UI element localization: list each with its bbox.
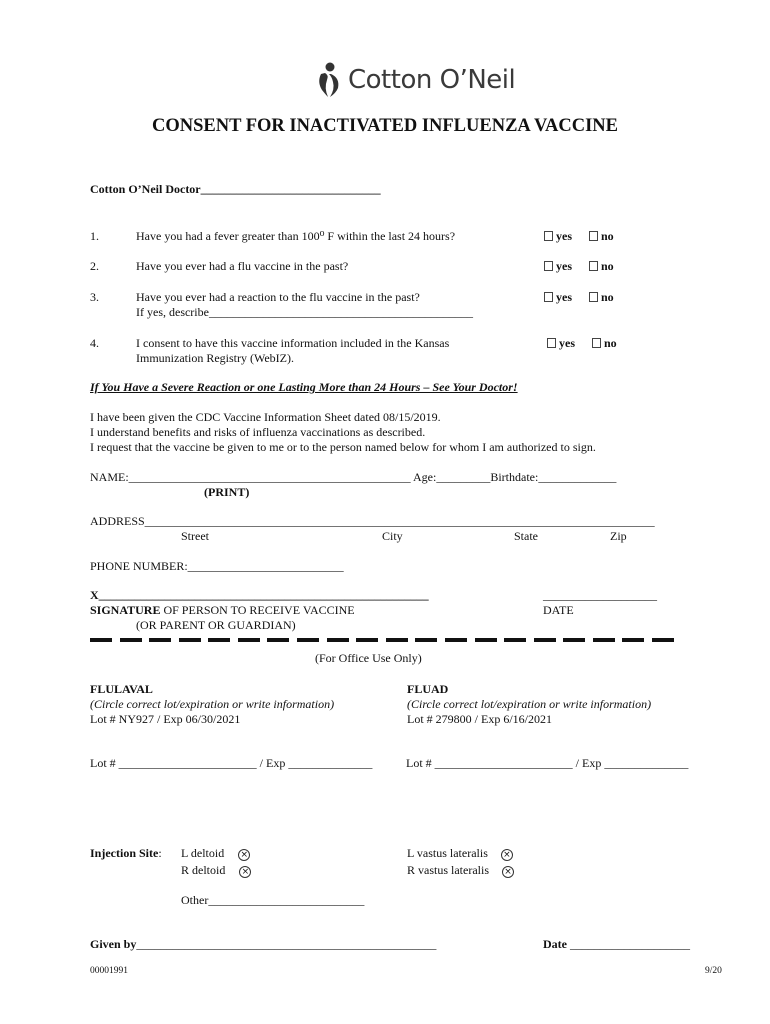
question-1-text: Have you had a fever greater than 100⁰ F within the last 24 hours? [136, 229, 456, 243]
address-zip-label: Zip [610, 529, 627, 543]
checkbox-icon [544, 231, 553, 241]
fluad-instruction: (Circle correct lot/expiration or write information) [407, 697, 652, 711]
injection-site-label-text: Injection Site [90, 846, 159, 860]
question-4-number: 4. [90, 336, 99, 350]
other-site-field[interactable]: Other__________________________ [181, 893, 365, 907]
site-r-vastus-lateralis[interactable] [407, 863, 514, 878]
site-label: L deltoid [181, 846, 225, 860]
signature-date-line[interactable]: ___________________ [543, 588, 657, 602]
yes-label: yes [556, 229, 572, 243]
date-field-line: ____________________ [567, 937, 690, 951]
fluad-name: FLUAD [407, 682, 449, 696]
address-city-label: City [382, 529, 403, 543]
yes-label: yes [559, 336, 575, 350]
parent-guardian-label: (OR PARENT OR GUARDIAN) [136, 618, 296, 632]
checkbox-icon [544, 261, 553, 271]
no-label: no [604, 336, 617, 350]
checkbox-icon [544, 292, 553, 302]
circled-x-icon[interactable]: × [239, 866, 251, 878]
question-2-number: 2. [90, 259, 99, 273]
question-3-number: 3. [90, 290, 99, 304]
checkbox-icon [589, 292, 598, 302]
address-street-label: Street [181, 529, 209, 543]
address-state-label: State [514, 529, 538, 543]
lot-blank-right[interactable]: Lot # _______________________ / Exp ______________ [406, 756, 689, 770]
signature-label-bold: SIGNATURE [90, 603, 161, 617]
statement-vis: I have been given the CDC Vaccine Information Sheet dated 08/15/2019. [90, 410, 441, 424]
flulaval-name: FLULAVAL [90, 682, 153, 696]
statement-benefits: I understand benefits and risks of influenza vaccinations as described. [90, 425, 426, 439]
statement-request: I request that the vaccine be given to me or to the person named below for whom I am authorized to sign. [90, 440, 596, 454]
question-2-yes[interactable] [544, 259, 572, 274]
injection-site-label [90, 846, 162, 861]
question-2-no[interactable] [589, 259, 614, 274]
question-2-text: Have you ever had a flu vaccine in the past? [136, 259, 349, 273]
date-field[interactable] [543, 937, 690, 952]
checkbox-icon [589, 231, 598, 241]
question-3-describe[interactable]: If yes, describe____________________________________________ [136, 305, 473, 319]
site-l-deltoid[interactable] [181, 846, 250, 861]
name-age-birthdate-field[interactable]: NAME:_______________________________________________ Age:_________Birthdate:_____________ [90, 470, 617, 484]
office-use-divider [90, 638, 674, 644]
site-label: L vastus lateralis [407, 846, 488, 860]
phone-number-field[interactable]: PHONE NUMBER:__________________________ [90, 559, 344, 573]
question-3-yes[interactable] [544, 290, 572, 305]
no-label: no [601, 290, 614, 304]
question-1-number: 1. [90, 229, 99, 243]
given-by-line: __________________________________________________ [136, 937, 437, 951]
site-label: R vastus lateralis [407, 863, 489, 877]
flulaval-lot[interactable]: Lot # NY927 / Exp 06/30/2021 [90, 712, 241, 726]
question-4-yes[interactable] [547, 336, 575, 351]
office-use-only-label: (For Office Use Only) [315, 651, 422, 665]
no-label: no [601, 259, 614, 273]
signature-label-rest: OF PERSON TO RECEIVE VACCINE [160, 603, 355, 617]
print-label: (PRINT) [204, 485, 250, 499]
signature-label [90, 603, 355, 618]
question-4-text-line1: I consent to have this vaccine information included in the Kansas [136, 336, 450, 350]
circled-x-icon[interactable]: × [502, 866, 514, 878]
date-field-label: Date [543, 937, 567, 951]
yes-label: yes [556, 259, 572, 273]
checkbox-icon [547, 338, 556, 348]
checkbox-icon [592, 338, 601, 348]
injection-site-colon: : [158, 846, 162, 860]
lot-blank-left[interactable]: Lot # _______________________ / Exp ______________ [90, 756, 373, 770]
form-version: 9/20 [705, 966, 722, 976]
severe-reaction-warning: If You Have a Severe Reaction or one Lasting More than 24 Hours – See Your Doctor! [90, 380, 518, 394]
checkbox-icon [589, 261, 598, 271]
question-4-text-line2: Immunization Registry (WebIZ). [136, 351, 294, 365]
date-label: DATE [543, 603, 574, 617]
yes-label: yes [556, 290, 572, 304]
site-r-deltoid[interactable] [181, 863, 251, 878]
question-1-yes[interactable] [544, 229, 572, 244]
question-4-no[interactable] [592, 336, 617, 351]
site-l-vastus-lateralis[interactable] [407, 846, 513, 861]
signature-line[interactable]: X_______________________________________________________ [90, 588, 429, 602]
fluad-lot[interactable]: Lot # 279800 / Exp 6/16/2021 [407, 712, 552, 726]
person-logo-icon [316, 62, 342, 98]
form-title: CONSENT FOR INACTIVATED INFLUENZA VACCINE [151, 116, 619, 136]
site-label: R deltoid [181, 863, 226, 877]
form-number: 00001991 [90, 966, 128, 976]
flulaval-instruction: (Circle correct lot/expiration or write information) [90, 697, 335, 711]
question-3-text: Have you ever had a reaction to the flu vaccine in the past? [136, 290, 420, 304]
no-label: no [601, 229, 614, 243]
cotton-oneil-logo [316, 62, 515, 98]
doctor-field[interactable]: Cotton O’Neil Doctor______________________________ [90, 182, 381, 196]
question-3-no[interactable] [589, 290, 614, 305]
address-field[interactable]: ADDRESS_____________________________________________________________________________________ [90, 514, 655, 528]
circled-x-icon[interactable]: × [501, 849, 513, 861]
given-by-label: Given by [90, 937, 137, 951]
circled-x-icon[interactable]: × [238, 849, 250, 861]
brand-name: Cotton O’Neil [348, 65, 516, 95]
given-by-field[interactable] [90, 937, 436, 952]
question-1-no[interactable] [589, 229, 614, 244]
